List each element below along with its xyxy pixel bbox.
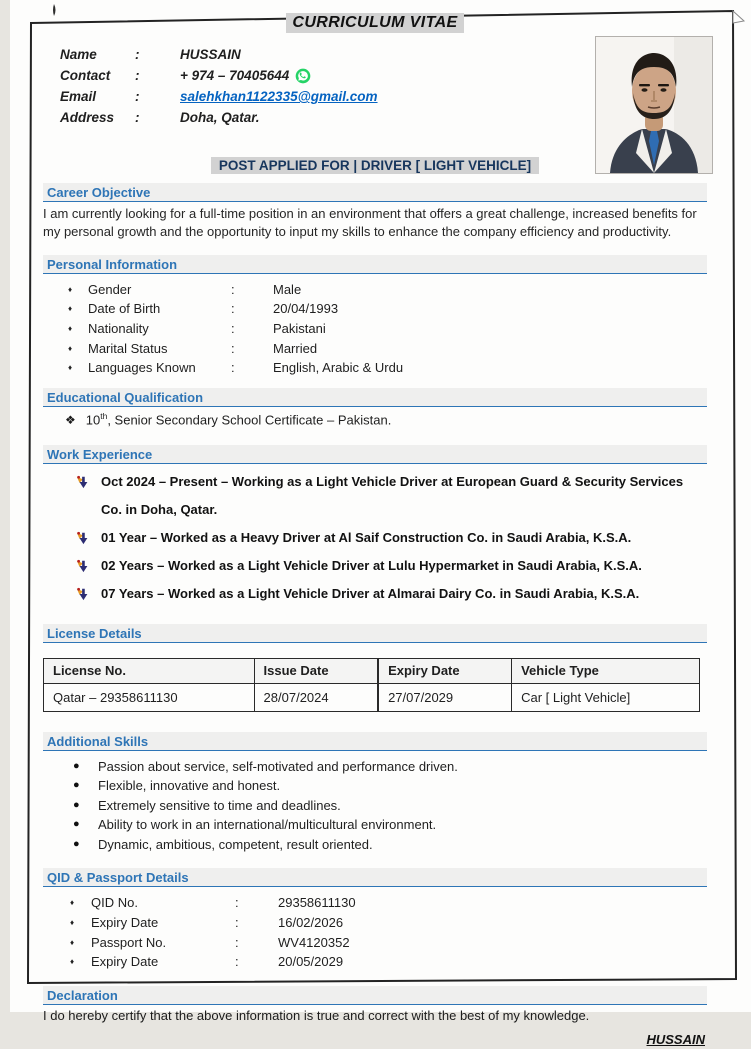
table-cell: 28/07/2024	[254, 683, 378, 711]
contact-label: Contact	[60, 68, 111, 83]
ordinal-suffix: th	[100, 410, 108, 421]
list-item	[43, 893, 707, 913]
round-bullet-icon: ●	[73, 798, 80, 811]
field-value: WV4120352	[278, 934, 350, 950]
qid-passport-list	[43, 893, 707, 971]
round-bullet-icon: ●	[73, 759, 80, 772]
separator: :	[135, 47, 140, 62]
signature: HUSSAIN	[646, 1031, 705, 1047]
whatsapp-icon	[295, 68, 311, 84]
column-header: Vehicle Type	[512, 658, 700, 683]
diamond-bullet-icon: ♦	[68, 284, 73, 294]
separator: :	[235, 914, 239, 930]
list-item	[43, 835, 707, 855]
list-item	[43, 796, 707, 816]
diamond-bullet-icon: ♦	[68, 304, 73, 314]
personal-information-heading: Personal Information	[43, 255, 707, 274]
separator: :	[135, 110, 140, 125]
diamond-bullet-icon: ♦	[70, 957, 75, 967]
separator: :	[235, 934, 239, 950]
list-item	[43, 552, 707, 580]
name-label: Name	[60, 47, 97, 62]
declaration-heading: Declaration	[43, 986, 707, 1005]
field-label: Gender	[88, 281, 132, 297]
separator: :	[231, 301, 235, 317]
skill-text: Extremely sensitive to time and deadlines.	[98, 797, 341, 813]
additional-skills-heading: Additional Skills	[43, 732, 707, 751]
list-item	[43, 280, 707, 300]
column-header: Expiry Date	[378, 658, 512, 683]
education-item	[43, 411, 707, 427]
list-item	[43, 913, 707, 933]
work-item-text: 02 Years – Worked as a Light Vehicle Driver at Lulu Hypermarket in Saudi Arabia, K.S.A.	[101, 557, 642, 573]
email-link[interactable]: salehkhan1122335@gmail.com	[180, 89, 378, 104]
list-item	[43, 776, 707, 796]
field-label: Marital Status	[88, 340, 168, 356]
separator: :	[235, 954, 239, 970]
separator: :	[231, 281, 235, 297]
field-value: 29358611130	[278, 895, 356, 911]
field-label: Passport No.	[91, 934, 167, 950]
work-item-text: Oct 2024 – Present – Working as a Light Vehicle Driver at European Guard & Security Services Co. in Doha, Qatar.	[101, 474, 684, 518]
address-value: Doha, Qatar.	[180, 110, 260, 125]
field-value: Male	[273, 281, 302, 297]
separator: :	[135, 68, 140, 83]
field-label: Nationality	[88, 321, 149, 337]
education-heading: Educational Qualification	[43, 388, 707, 407]
field-label: Date of Birth	[88, 301, 161, 317]
table-header-row	[44, 658, 700, 683]
diamond-bullet-icon: ♦	[68, 363, 73, 373]
list-item	[43, 339, 707, 359]
education-text: , Senior Secondary School Certificate – Pakistan.	[107, 412, 392, 428]
round-bullet-icon: ●	[73, 818, 80, 831]
field-value: Married	[273, 340, 318, 356]
name-value: HUSSAIN	[180, 47, 241, 62]
field-label: QID No.	[91, 895, 138, 911]
address-label: Address	[60, 110, 115, 125]
column-header: Issue Date	[254, 658, 378, 683]
separator: :	[231, 360, 235, 376]
work-experience-list	[43, 468, 707, 608]
round-bullet-icon: ●	[73, 837, 80, 850]
work-item-text: 01 Year – Worked as a Heavy Driver at Al Saif Construction Co. in Saudi Arabia, K.S.A.	[101, 530, 632, 546]
field-value: 20/04/1993	[273, 301, 339, 317]
post-applied-banner: POST APPLIED FOR | DRIVER [ LIGHT VEHICLE]	[211, 157, 539, 174]
field-value: Pakistani	[273, 321, 326, 337]
license-details-heading: License Details	[43, 624, 707, 643]
header-row-address	[43, 107, 707, 128]
separator: :	[231, 340, 235, 356]
email-label: Email	[60, 89, 97, 104]
skills-list	[43, 757, 707, 855]
table-cell: Qatar – 29358611130	[44, 683, 255, 711]
diamond-bullet-icon: ♦	[70, 898, 75, 908]
skill-text: Passion about service, self-motivated and performance driven.	[98, 758, 458, 774]
four-diamond-bullet-icon: ❖	[65, 413, 76, 428]
skill-text: Dynamic, ambitious, competent, result oriented.	[98, 836, 373, 852]
skill-text: Flexible, innovative and honest.	[98, 778, 281, 794]
career-objective-text: I am currently looking for a full-time position in an environment that offers a great challenge, increased benefits for my personal growth and the opportunity to input my skills to enhance the company efficiency and productivity.	[43, 206, 697, 239]
field-value: 20/05/2029	[278, 954, 344, 970]
field-label: Expiry Date	[91, 954, 159, 970]
work-item-text: 07 Years – Worked as a Light Vehicle Driver at Almarai Dairy Co. in Saudi Arabia, K.S.A.	[101, 585, 640, 601]
personal-information-list	[43, 280, 707, 378]
diamond-bullet-icon: ♦	[68, 324, 73, 334]
education-text: 10	[85, 412, 101, 428]
contact-header	[43, 44, 707, 128]
list-item	[43, 933, 707, 953]
separator: :	[235, 895, 239, 911]
cv-page	[10, 0, 751, 1047]
list-item	[43, 815, 707, 835]
work-experience-heading: Work Experience	[43, 445, 707, 464]
field-value: English, Arabic & Urdu	[273, 360, 404, 376]
down-arrow-bullet-icon	[76, 531, 90, 545]
field-label: Languages Known	[88, 360, 196, 376]
list-item	[43, 524, 707, 552]
list-item	[43, 299, 707, 319]
skill-text: Ability to work in an international/multicultural environment.	[98, 817, 437, 833]
column-header: License No.	[44, 658, 255, 683]
down-arrow-bullet-icon	[76, 475, 90, 489]
header-row-contact	[43, 65, 707, 86]
field-value: 16/02/2026	[278, 914, 344, 930]
down-arrow-bullet-icon	[76, 559, 90, 573]
license-table	[43, 658, 700, 712]
career-objective-heading: Career Objective	[43, 183, 707, 202]
contact-value: + 974 – 70405644	[180, 68, 290, 83]
list-item	[43, 952, 707, 972]
diamond-bullet-icon: ♦	[70, 937, 75, 947]
declaration-text: I do hereby certify that the above information is true and correct with the best of my knowledge.	[43, 1007, 590, 1023]
separator: :	[231, 321, 235, 337]
separator: :	[135, 89, 140, 104]
field-label: Expiry Date	[91, 914, 159, 930]
header-row-email	[43, 86, 707, 107]
list-item	[43, 358, 707, 378]
down-arrow-bullet-icon	[76, 587, 90, 601]
list-item	[43, 580, 707, 608]
table-cell: Car [ Light Vehicle]	[512, 683, 700, 711]
list-item	[43, 319, 707, 339]
round-bullet-icon: ●	[73, 779, 80, 792]
table-row	[44, 683, 700, 711]
document-title: CURRICULUM VITAE	[286, 13, 463, 33]
diamond-bullet-icon: ♦	[68, 343, 73, 353]
list-item	[43, 468, 707, 524]
qid-passport-heading: QID & Passport Details	[43, 868, 707, 887]
diamond-bullet-icon: ♦	[70, 917, 75, 927]
list-item	[43, 757, 707, 777]
header-row-name	[43, 44, 707, 65]
table-cell: 27/07/2029	[378, 683, 512, 711]
